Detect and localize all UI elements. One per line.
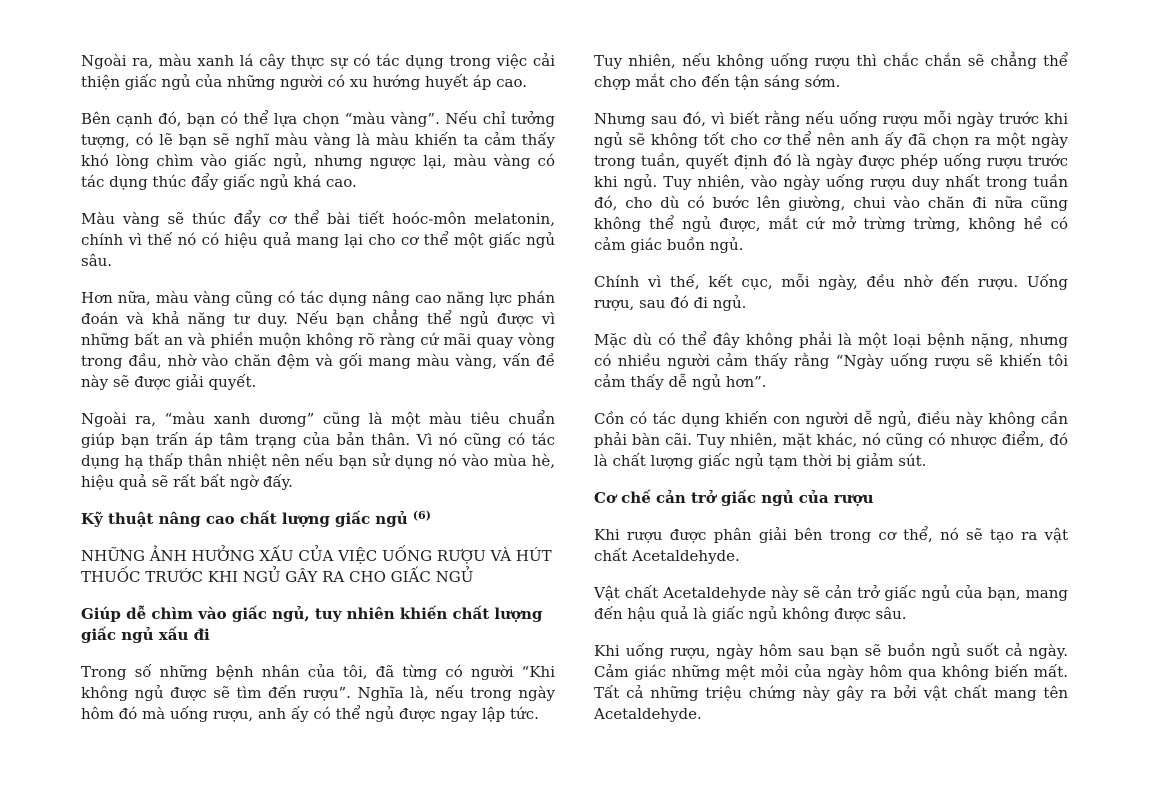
paragraph: Ngoài ra, màu xanh lá cây thực sự có tác dụng trong việc cải thiện giấc ngủ của những người có xu hướng huyết áp cao. bbox=[81, 52, 555, 91]
paragraph: Khi uống rượu, ngày hôm sau bạn sẽ buồn ngủ suốt cả ngày. Cảm giác những mệt mỏi của ngày hôm qua không biến mất. Tất cả những triệu chứng này gây ra bởi vật chất mang tên Acetaldehyde. bbox=[594, 642, 1068, 723]
section-heading bbox=[81, 509, 555, 530]
paragraph: Khi rượu được phân giải bên trong cơ thể, nó sẽ tạo ra vật chất Acetaldehyde. bbox=[594, 526, 1068, 565]
paragraph: Bên cạnh đó, bạn có thể lựa chọn “màu vàng”. Nếu chỉ tưởng tượng, có lẽ bạn sẽ nghĩ màu vàng là màu khiến ta cảm thấy khó lòng chìm vào giấc ngủ, nhưng ngược lại, màu vàng có tác dụng thúc đẩy giấc ngủ khá cao. bbox=[81, 110, 555, 191]
paragraph: Trong số những bệnh nhân của tôi, đã từng có người “Khi không ngủ được sẽ tìm đến rượu”. Nghĩa là, nếu trong ngày hôm đó mà uống rượu, anh ấy có thể ngủ được ngay lập tức. bbox=[81, 663, 555, 723]
paragraph: Tuy nhiên, nếu không uống rượu thì chắc chắn sẽ chẳng thể chợp mắt cho đến tận sáng sớm. bbox=[594, 52, 1068, 91]
paragraph: Hơn nữa, màu vàng cũng có tác dụng nâng cao năng lực phán đoán và khả năng tư duy. Nếu bạn chẳng thể ngủ được vì những bất an và phiền muộn không rõ ràng cứ mãi quay vòng trong đầu, nhờ vào chăn đệm và gối mang màu vàng, vấn đề này sẽ được giải quyết. bbox=[81, 289, 555, 391]
paragraph: Cồn có tác dụng khiến con người dễ ngủ, điều này không cần phải bàn cãi. Tuy nhiên, mặt khác, nó cũng có nhược điểm, đó là chất lượng giấc ngủ tạm thời bị giảm sút. bbox=[594, 410, 1068, 470]
left-column bbox=[81, 51, 555, 741]
sub-heading: Giúp dễ chìm vào giấc ngủ, tuy nhiên khiến chất lượng giấc ngủ xấu đi bbox=[81, 605, 543, 644]
paragraph: Nhưng sau đó, vì biết rằng nếu uống rượu mỗi ngày trước khi ngủ sẽ không tốt cho cơ thể nên anh ấy đã chọn ra một ngày trong tuần, quyết định đó là ngày được phép uống rượu trước khi ngủ. Tuy nhiên, vào ngày uống rượu duy nhất trong tuần đó, cho dù có bước lên giường, chui vào chăn đi nữa cũng không thể ngủ được, mắt cứ mở trừng trừng, không hề có cảm giác buồn ngủ. bbox=[594, 110, 1068, 254]
paragraph: Mặc dù có thể đây không phải là một loại bệnh nặng, nhưng có nhiều người cảm thấy rằng “Ngày uống rượu sẽ khiến tôi cảm thấy dễ ngủ hơn”. bbox=[594, 331, 1068, 391]
section-heading-text: Kỹ thuật nâng cao chất lượng giấc ngủ bbox=[81, 510, 408, 528]
right-column bbox=[594, 51, 1068, 741]
paragraph: Màu vàng sẽ thúc đẩy cơ thể bài tiết hoóc-môn melatonin, chính vì thế nó có hiệu quả mang lại cho cơ thể một giấc ngủ sâu. bbox=[81, 210, 555, 270]
paragraph: Ngoài ra, “màu xanh dương” cũng là một màu tiêu chuẩn giúp bạn trấn áp tâm trạng của bản thân. Vì nó cũng có tác dụng hạ thấp thân nhiệt nên nếu bạn sử dụng nó vào mùa hè, hiệu quả sẽ rất bất ngờ đấy. bbox=[81, 410, 555, 491]
footnote-marker: (6) bbox=[412, 509, 431, 522]
chapter-caps-heading: NHỮNG ẢNH HƯỞNG XẤU CỦA VIỆC UỐNG RƯỢU VÀ HÚT THUỐC TRƯỚC KHI NGỦ GÂY RA CHO GIẤC NGỦ bbox=[81, 547, 552, 586]
section-heading: Cơ chế cản trở giấc ngủ của rượu bbox=[594, 489, 874, 507]
paragraph: Chính vì thế, kết cục, mỗi ngày, đều nhờ đến rượu. Uống rượu, sau đó đi ngủ. bbox=[594, 273, 1068, 312]
paragraph: Vật chất Acetaldehyde này sẽ cản trở giấc ngủ của bạn, mang đến hậu quả là giấc ngủ không được sâu. bbox=[594, 584, 1068, 623]
